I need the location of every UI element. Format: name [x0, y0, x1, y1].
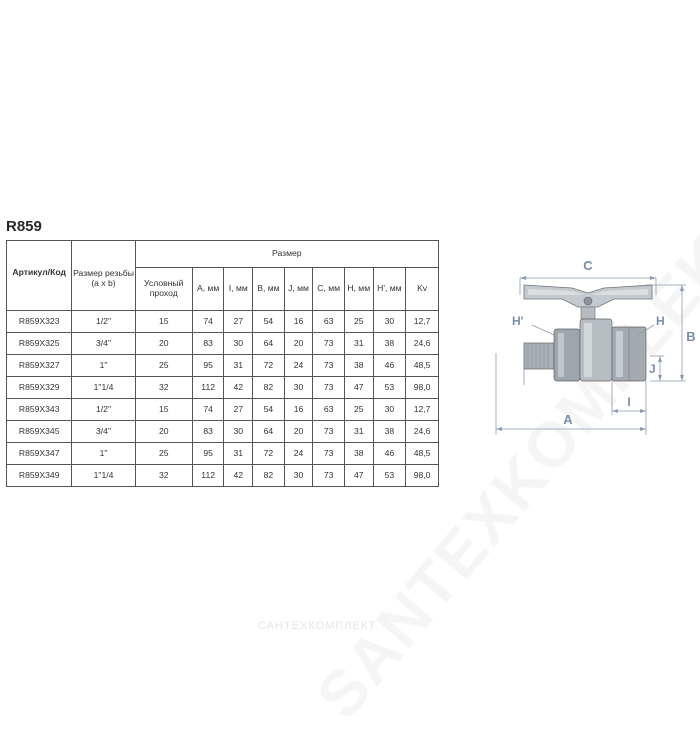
label-h-prime: H'	[512, 314, 524, 328]
cell-c: 73	[313, 355, 345, 377]
cell-a: 83	[192, 333, 224, 355]
table-row	[7, 421, 439, 443]
table-row	[7, 355, 439, 377]
union-nut	[554, 329, 580, 381]
cell-thread: 1/2"	[72, 311, 135, 333]
cell-c: 73	[313, 465, 345, 487]
cell-thread: 1"	[72, 355, 135, 377]
header-i: I, мм	[224, 268, 253, 311]
cell-h2: 53	[373, 377, 406, 399]
cell-a: 74	[192, 399, 224, 421]
cell-h: 25	[344, 311, 373, 333]
cell-thread: 1"1/4	[72, 465, 135, 487]
cell-h2: 46	[373, 443, 406, 465]
cell-h: 31	[344, 333, 373, 355]
male-thread	[524, 343, 554, 369]
cell-b: 72	[253, 355, 285, 377]
cell-dn: 32	[135, 377, 192, 399]
cell-kv: 24,6	[406, 421, 439, 443]
cell-article: R859X347	[7, 443, 72, 465]
cell-i: 27	[224, 311, 253, 333]
label-a: A	[563, 412, 573, 427]
cell-c: 73	[313, 421, 345, 443]
cell-c: 63	[313, 399, 345, 421]
cell-i: 31	[224, 443, 253, 465]
cell-h2: 53	[373, 465, 406, 487]
cell-b: 82	[253, 465, 285, 487]
cell-a: 95	[192, 443, 224, 465]
header-a: A, мм	[192, 268, 224, 311]
label-c: C	[583, 258, 593, 273]
cell-i: 30	[224, 333, 253, 355]
cell-dn: 20	[135, 421, 192, 443]
cell-kv: 98,0	[406, 465, 439, 487]
table-row	[7, 443, 439, 465]
cell-b: 64	[253, 421, 285, 443]
cell-c: 73	[313, 333, 345, 355]
label-i: I	[627, 395, 631, 409]
cell-j: 20	[284, 421, 313, 443]
header-dn: Условный проход	[135, 268, 192, 311]
cell-article: R859X323	[7, 311, 72, 333]
cell-dn: 15	[135, 311, 192, 333]
label-b: B	[686, 329, 696, 344]
header-size-group: Размер	[135, 241, 438, 268]
cell-dn: 20	[135, 333, 192, 355]
cell-j: 24	[284, 355, 313, 377]
header-thread: Размер резьбы (a x b)	[72, 241, 135, 311]
table-row	[7, 333, 439, 355]
cell-h2: 30	[373, 399, 406, 421]
header-h2: H', мм	[373, 268, 406, 311]
cell-h: 38	[344, 443, 373, 465]
cell-i: 42	[224, 377, 253, 399]
table-row	[7, 311, 439, 333]
cell-kv: 48,5	[406, 443, 439, 465]
footer-logo: САНТЕХКОМПЛЕКТ	[258, 620, 376, 632]
cell-kv: 98,0	[406, 377, 439, 399]
header-article: Артикул/Код	[7, 241, 72, 311]
dim-c-arrow-left	[520, 276, 526, 280]
cell-a: 83	[192, 421, 224, 443]
cell-c: 73	[313, 443, 345, 465]
cell-article: R859X343	[7, 399, 72, 421]
cell-article: R859X327	[7, 355, 72, 377]
cell-a: 112	[192, 465, 224, 487]
cell-h: 47	[344, 377, 373, 399]
cell-h: 25	[344, 399, 373, 421]
cell-h2: 38	[373, 333, 406, 355]
cell-dn: 32	[135, 465, 192, 487]
cell-thread: 3/4"	[72, 333, 135, 355]
cell-kv: 24,6	[406, 333, 439, 355]
cell-b: 54	[253, 399, 285, 421]
cell-j: 30	[284, 465, 313, 487]
cell-c: 73	[313, 377, 345, 399]
table-row	[7, 465, 439, 487]
cell-i: 27	[224, 399, 253, 421]
product-title: R859	[6, 218, 42, 235]
cell-h: 47	[344, 465, 373, 487]
header-kv: Kv	[406, 268, 439, 311]
header-b: B, мм	[253, 268, 285, 311]
cell-b: 72	[253, 443, 285, 465]
cell-h2: 46	[373, 355, 406, 377]
cell-j: 24	[284, 443, 313, 465]
dim-c-arrow-right	[650, 276, 656, 280]
cell-b: 64	[253, 333, 285, 355]
cell-dn: 25	[135, 443, 192, 465]
cell-kv: 12,7	[406, 399, 439, 421]
cell-thread: 1/2"	[72, 399, 135, 421]
cell-a: 95	[192, 355, 224, 377]
spec-table	[6, 240, 439, 487]
cell-b: 82	[253, 377, 285, 399]
cell-b: 54	[253, 311, 285, 333]
cell-dn: 15	[135, 399, 192, 421]
cell-h: 31	[344, 421, 373, 443]
label-j: J	[649, 362, 656, 376]
valve-drawing	[486, 255, 696, 440]
cell-kv: 12,7	[406, 311, 439, 333]
cell-i: 42	[224, 465, 253, 487]
cell-j: 30	[284, 377, 313, 399]
cell-article: R859X349	[7, 465, 72, 487]
label-h: H	[656, 314, 665, 328]
cell-j: 16	[284, 399, 313, 421]
cell-h: 38	[344, 355, 373, 377]
header-h: H, мм	[344, 268, 373, 311]
valve-stem	[581, 307, 595, 319]
cell-article: R859X325	[7, 333, 72, 355]
cell-h2: 38	[373, 421, 406, 443]
cell-j: 16	[284, 311, 313, 333]
cell-dn: 25	[135, 355, 192, 377]
handle-screw	[584, 297, 592, 305]
header-c: C, мм	[313, 268, 345, 311]
cell-article: R859X345	[7, 421, 72, 443]
table-row	[7, 399, 439, 421]
cell-h2: 30	[373, 311, 406, 333]
table-row	[7, 377, 439, 399]
cell-a: 112	[192, 377, 224, 399]
dim-b-arrow-top	[680, 285, 684, 291]
cell-article: R859X329	[7, 377, 72, 399]
dim-b-arrow-bottom	[680, 375, 684, 381]
cell-j: 20	[284, 333, 313, 355]
cell-thread: 3/4"	[72, 421, 135, 443]
cell-kv: 48,5	[406, 355, 439, 377]
spec-table-body	[7, 311, 439, 487]
cell-thread: 1"1/4	[72, 377, 135, 399]
header-j: J, мм	[284, 268, 313, 311]
cell-thread: 1"	[72, 443, 135, 465]
cell-i: 31	[224, 355, 253, 377]
cell-a: 74	[192, 311, 224, 333]
cell-i: 30	[224, 421, 253, 443]
cell-c: 63	[313, 311, 345, 333]
